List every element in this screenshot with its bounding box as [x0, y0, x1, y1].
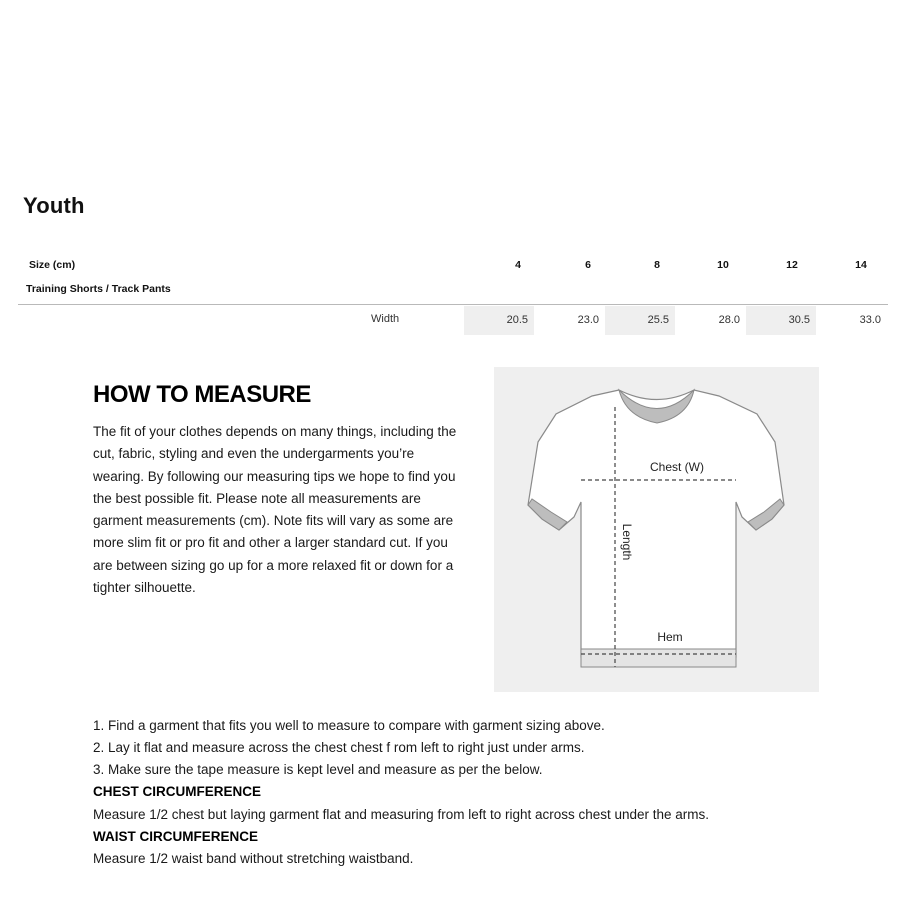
instruction-step: 1. Find a garment that fits you well to measure to compare with garment sizing above. — [93, 718, 605, 733]
size-column-header: 12 — [786, 259, 798, 271]
how-to-measure-body: The fit of your clothes depends on many things, including the cut, fabric, styling and even the undergarments you’re wearing. By following our measuring tips we hope to find you the best possible fit. Please note all measurements are garment measurements (cm). Note fits will vary as some are more slim fit or pro fit and other a larger standard cut. If you are between sizing go up for a more relaxed fit or down for a tighter silhouette. — [93, 424, 457, 596]
section-title: Youth — [23, 193, 85, 218]
table-cell: 25.5 — [605, 306, 675, 335]
size-column-header: 10 — [717, 259, 729, 271]
table-divider — [18, 304, 888, 305]
product-label: Training Shorts / Track Pants — [26, 283, 171, 295]
table-cell: 33.0 — [859, 314, 881, 326]
waist-circumference-heading: WAIST CIRCUMFERENCE — [93, 829, 258, 844]
tshirt-outline — [528, 390, 784, 657]
table-cell: 28.0 — [718, 314, 740, 326]
size-column-header: 14 — [855, 259, 867, 271]
hem-band — [581, 649, 736, 667]
chest-circumference-text: Measure 1/2 chest but laying garment flat and measuring from left to right across chest under the arms. — [93, 807, 710, 822]
size-column-header: 4 — [515, 259, 521, 271]
hem-label: Hem — [657, 630, 683, 644]
table-cell: 30.5 — [746, 306, 816, 335]
instruction-step: 2. Lay it flat and measure across the chest chest f rom left to right just under arms. — [93, 740, 585, 755]
row-label-width: Width — [371, 313, 400, 325]
chest-label: Chest (W) — [650, 460, 704, 474]
size-column-header: 8 — [654, 259, 660, 271]
chest-circumference-heading: CHEST CIRCUMFERENCE — [93, 784, 262, 799]
length-label: Length — [620, 523, 634, 561]
instruction-step: 3. Make sure the tape measure is kept level and measure as per the below. — [93, 762, 543, 777]
table-cell: 23.0 — [577, 314, 599, 326]
measurement-diagram — [494, 367, 819, 692]
table-cell: 20.5 — [464, 306, 534, 335]
waist-circumference-text: Measure 1/2 waist band without stretching waistband. — [93, 851, 414, 866]
size-column-header: 6 — [585, 259, 591, 271]
tshirt-diagram — [494, 367, 819, 692]
how-to-measure-title: HOW TO MEASURE — [93, 381, 311, 408]
size-header-label: Size (cm) — [29, 259, 76, 271]
